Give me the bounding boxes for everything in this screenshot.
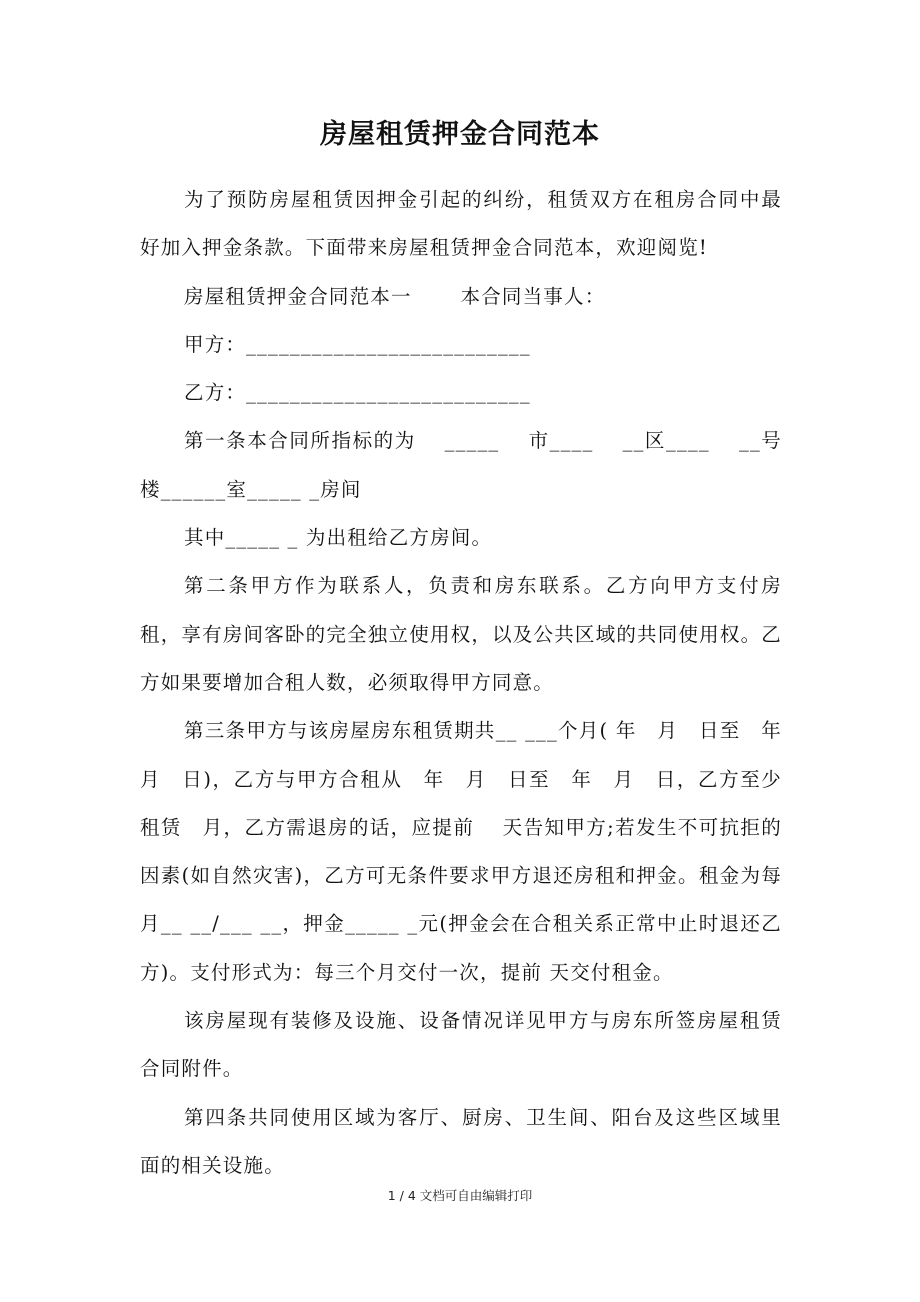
article-4-paragraph: 第四条共同使用区域为客厅、厨房、卫生间、阳台及这些区域里面的相关设施。 — [140, 1105, 782, 1177]
article-1-paragraph: 第一条本合同所指标的为 _____ 市____ __区____ __号楼______室_____ _房间 — [140, 429, 782, 501]
document-body — [140, 176, 803, 1190]
document-title: 房屋租赁押金合同范本 — [320, 119, 600, 150]
rental-room-paragraph: 其中_____ _ 为出租给乙方房间。 — [184, 526, 493, 550]
intro-paragraph: 为了预防房屋租赁因押金引起的纠纷，租赁双方在租房合同中最好加入押金条款。下面带来房屋租赁押金合同范本，欢迎阅览! — [140, 188, 782, 260]
contract-heading-paragraph: 房屋租赁押金合同范本一 本合同当事人： — [184, 284, 606, 308]
article-2-paragraph: 第二条甲方作为联系人，负责和房东联系。乙方向甲方支付房租，享有房间客卧的完全独立使用权，以及公共区域的共同使用权。乙方如果要增加合租人数，必须取得甲方同意。 — [140, 574, 782, 694]
facilities-paragraph: 该房屋现有装修及设施、设备情况详见甲方与房东所签房屋租赁合同附件。 — [140, 1009, 782, 1081]
party-a-line: 甲方：__________________________ — [184, 332, 531, 356]
party-b-line: 乙方：__________________________ — [184, 381, 531, 405]
page-footer: 1 / 4 文档可自由编辑打印 — [387, 1188, 533, 1203]
article-3-paragraph: 第三条甲方与该房屋房东租赁期共__ ___个月( 年 月 日至 年 月 日)，乙方与甲方合租从 年 月 日至 年 月 日，乙方至少租赁 月，乙方需退房的话，应提前 天告知甲方;若发生不可抗拒的因素(如自然灾害)，乙方可无条件要求甲方退还房租和押金。租金为每月__ __/___ __，押金_____ _元(押金会在合租关系正常中止时退还乙方)。支付形式为：每三个月交付一次，提前 天交付租金。 — [140, 719, 803, 984]
